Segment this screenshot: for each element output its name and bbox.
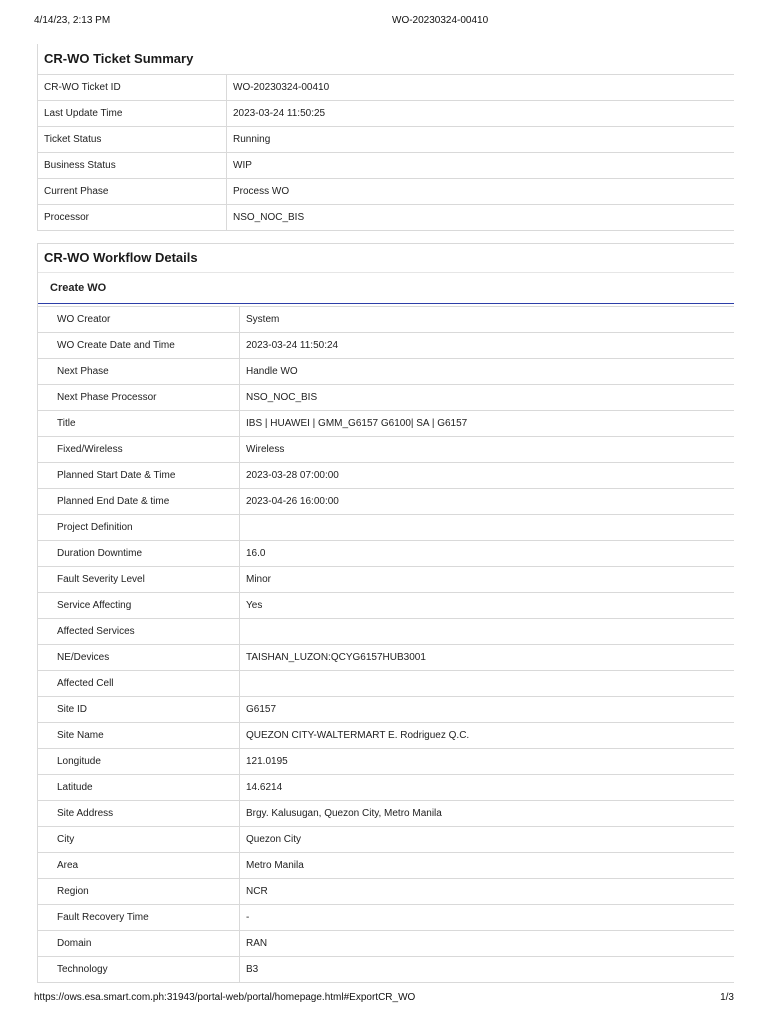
- table-row: [38, 359, 734, 385]
- field-value: [240, 515, 735, 541]
- field-label: Planned End Date & time: [38, 489, 240, 515]
- field-value: WO-20230324-00410: [227, 75, 735, 101]
- field-value: WIP: [227, 153, 735, 179]
- main-content: [37, 44, 734, 983]
- field-label: Affected Services: [38, 619, 240, 645]
- table-row: [38, 827, 734, 853]
- field-label: Site Address: [38, 801, 240, 827]
- table-row: [38, 905, 734, 931]
- field-label: Service Affecting: [38, 593, 240, 619]
- field-label: Title: [38, 411, 240, 437]
- table-row: [38, 671, 734, 697]
- field-label: Current Phase: [38, 179, 227, 205]
- print-url: https://ows.esa.smart.com.ph:31943/portal-web/portal/homepage.html#ExportCR_WO: [34, 992, 416, 1003]
- field-value: System: [240, 307, 735, 333]
- field-label: Next Phase: [38, 359, 240, 385]
- table-row: [38, 205, 734, 231]
- phase-create-wo-header[interactable]: Create WO: [38, 273, 734, 304]
- field-value: Process WO: [227, 179, 735, 205]
- table-row: [38, 775, 734, 801]
- field-value: [240, 619, 735, 645]
- table-row: [38, 333, 734, 359]
- field-value: 2023-03-24 11:50:25: [227, 101, 735, 127]
- field-value: IBS | HUAWEI | GMM_G6157 G6100| SA | G6157: [240, 411, 735, 437]
- field-value: NSO_NOC_BIS: [227, 205, 735, 231]
- field-value: 121.0195: [240, 749, 735, 775]
- table-row: [38, 801, 734, 827]
- field-label: Last Update Time: [38, 101, 227, 127]
- field-value: TAISHAN_LUZON:QCYG6157HUB3001: [240, 645, 735, 671]
- field-label: NE/Devices: [38, 645, 240, 671]
- table-row: [38, 749, 734, 775]
- table-row: [38, 879, 734, 905]
- table-row: [38, 697, 734, 723]
- field-label: City: [38, 827, 240, 853]
- field-value: NSO_NOC_BIS: [240, 385, 735, 411]
- workflow-details-title: CR-WO Workflow Details: [38, 244, 734, 273]
- table-row: [38, 567, 734, 593]
- field-label: Affected Cell: [38, 671, 240, 697]
- table-row: [38, 515, 734, 541]
- field-label: Next Phase Processor: [38, 385, 240, 411]
- table-row: [38, 619, 734, 645]
- field-value: 16.0: [240, 541, 735, 567]
- field-label: Processor: [38, 205, 227, 231]
- field-value: 14.6214: [240, 775, 735, 801]
- field-value: Yes: [240, 593, 735, 619]
- field-value: G6157: [240, 697, 735, 723]
- field-value: 2023-04-26 16:00:00: [240, 489, 735, 515]
- field-label: Region: [38, 879, 240, 905]
- field-value: 2023-03-24 11:50:24: [240, 333, 735, 359]
- field-value: Metro Manila: [240, 853, 735, 879]
- field-label: Latitude: [38, 775, 240, 801]
- field-label: Site Name: [38, 723, 240, 749]
- print-header: [34, 15, 734, 31]
- field-value: QUEZON CITY-WALTERMART E. Rodriguez Q.C.: [240, 723, 735, 749]
- table-row: [38, 723, 734, 749]
- workflow-details-section: [37, 243, 734, 983]
- table-row: [38, 179, 734, 205]
- workflow-details-table: [38, 306, 734, 983]
- field-label: Site ID: [38, 697, 240, 723]
- field-label: Area: [38, 853, 240, 879]
- table-row: [38, 463, 734, 489]
- field-label: WO Create Date and Time: [38, 333, 240, 359]
- field-label: Longitude: [38, 749, 240, 775]
- table-row: [38, 307, 734, 333]
- field-label: Planned Start Date & Time: [38, 463, 240, 489]
- field-label: Project Definition: [38, 515, 240, 541]
- field-value: Running: [227, 127, 735, 153]
- field-label: CR-WO Ticket ID: [38, 75, 227, 101]
- table-row: [38, 489, 734, 515]
- field-label: Duration Downtime: [38, 541, 240, 567]
- field-value: [240, 671, 735, 697]
- table-row: [38, 101, 734, 127]
- ticket-summary-table: [38, 74, 734, 231]
- table-row: [38, 853, 734, 879]
- table-row: [38, 931, 734, 957]
- field-label: Fixed/Wireless: [38, 437, 240, 463]
- field-value: -: [240, 905, 735, 931]
- field-label: Fault Severity Level: [38, 567, 240, 593]
- table-row: [38, 541, 734, 567]
- print-datetime: 4/14/23, 2:13 PM: [34, 15, 111, 26]
- field-value: 2023-03-28 07:00:00: [240, 463, 735, 489]
- print-footer: [34, 992, 734, 1008]
- field-value: NCR: [240, 879, 735, 905]
- table-row: [38, 385, 734, 411]
- page-number: 1/3: [720, 992, 734, 1003]
- ticket-summary-section: [37, 44, 734, 231]
- table-row: [38, 437, 734, 463]
- field-value: Minor: [240, 567, 735, 593]
- field-value: Wireless: [240, 437, 735, 463]
- table-row: [38, 153, 734, 179]
- field-value: Quezon City: [240, 827, 735, 853]
- field-label: Domain: [38, 931, 240, 957]
- print-document-title: WO-20230324-00410: [392, 15, 489, 26]
- field-value: Handle WO: [240, 359, 735, 385]
- table-row: [38, 645, 734, 671]
- field-value: RAN: [240, 931, 735, 957]
- field-value: B3: [240, 957, 735, 983]
- table-row: [38, 75, 734, 101]
- field-label: WO Creator: [38, 307, 240, 333]
- field-label: Fault Recovery Time: [38, 905, 240, 931]
- field-value: Brgy. Kalusugan, Quezon City, Metro Manila: [240, 801, 735, 827]
- table-row: [38, 411, 734, 437]
- field-label: Ticket Status: [38, 127, 227, 153]
- table-row: [38, 593, 734, 619]
- ticket-summary-title: CR-WO Ticket Summary: [44, 51, 194, 66]
- field-label: Business Status: [38, 153, 227, 179]
- field-label: Technology: [38, 957, 240, 983]
- table-row: [38, 957, 734, 983]
- table-row: [38, 127, 734, 153]
